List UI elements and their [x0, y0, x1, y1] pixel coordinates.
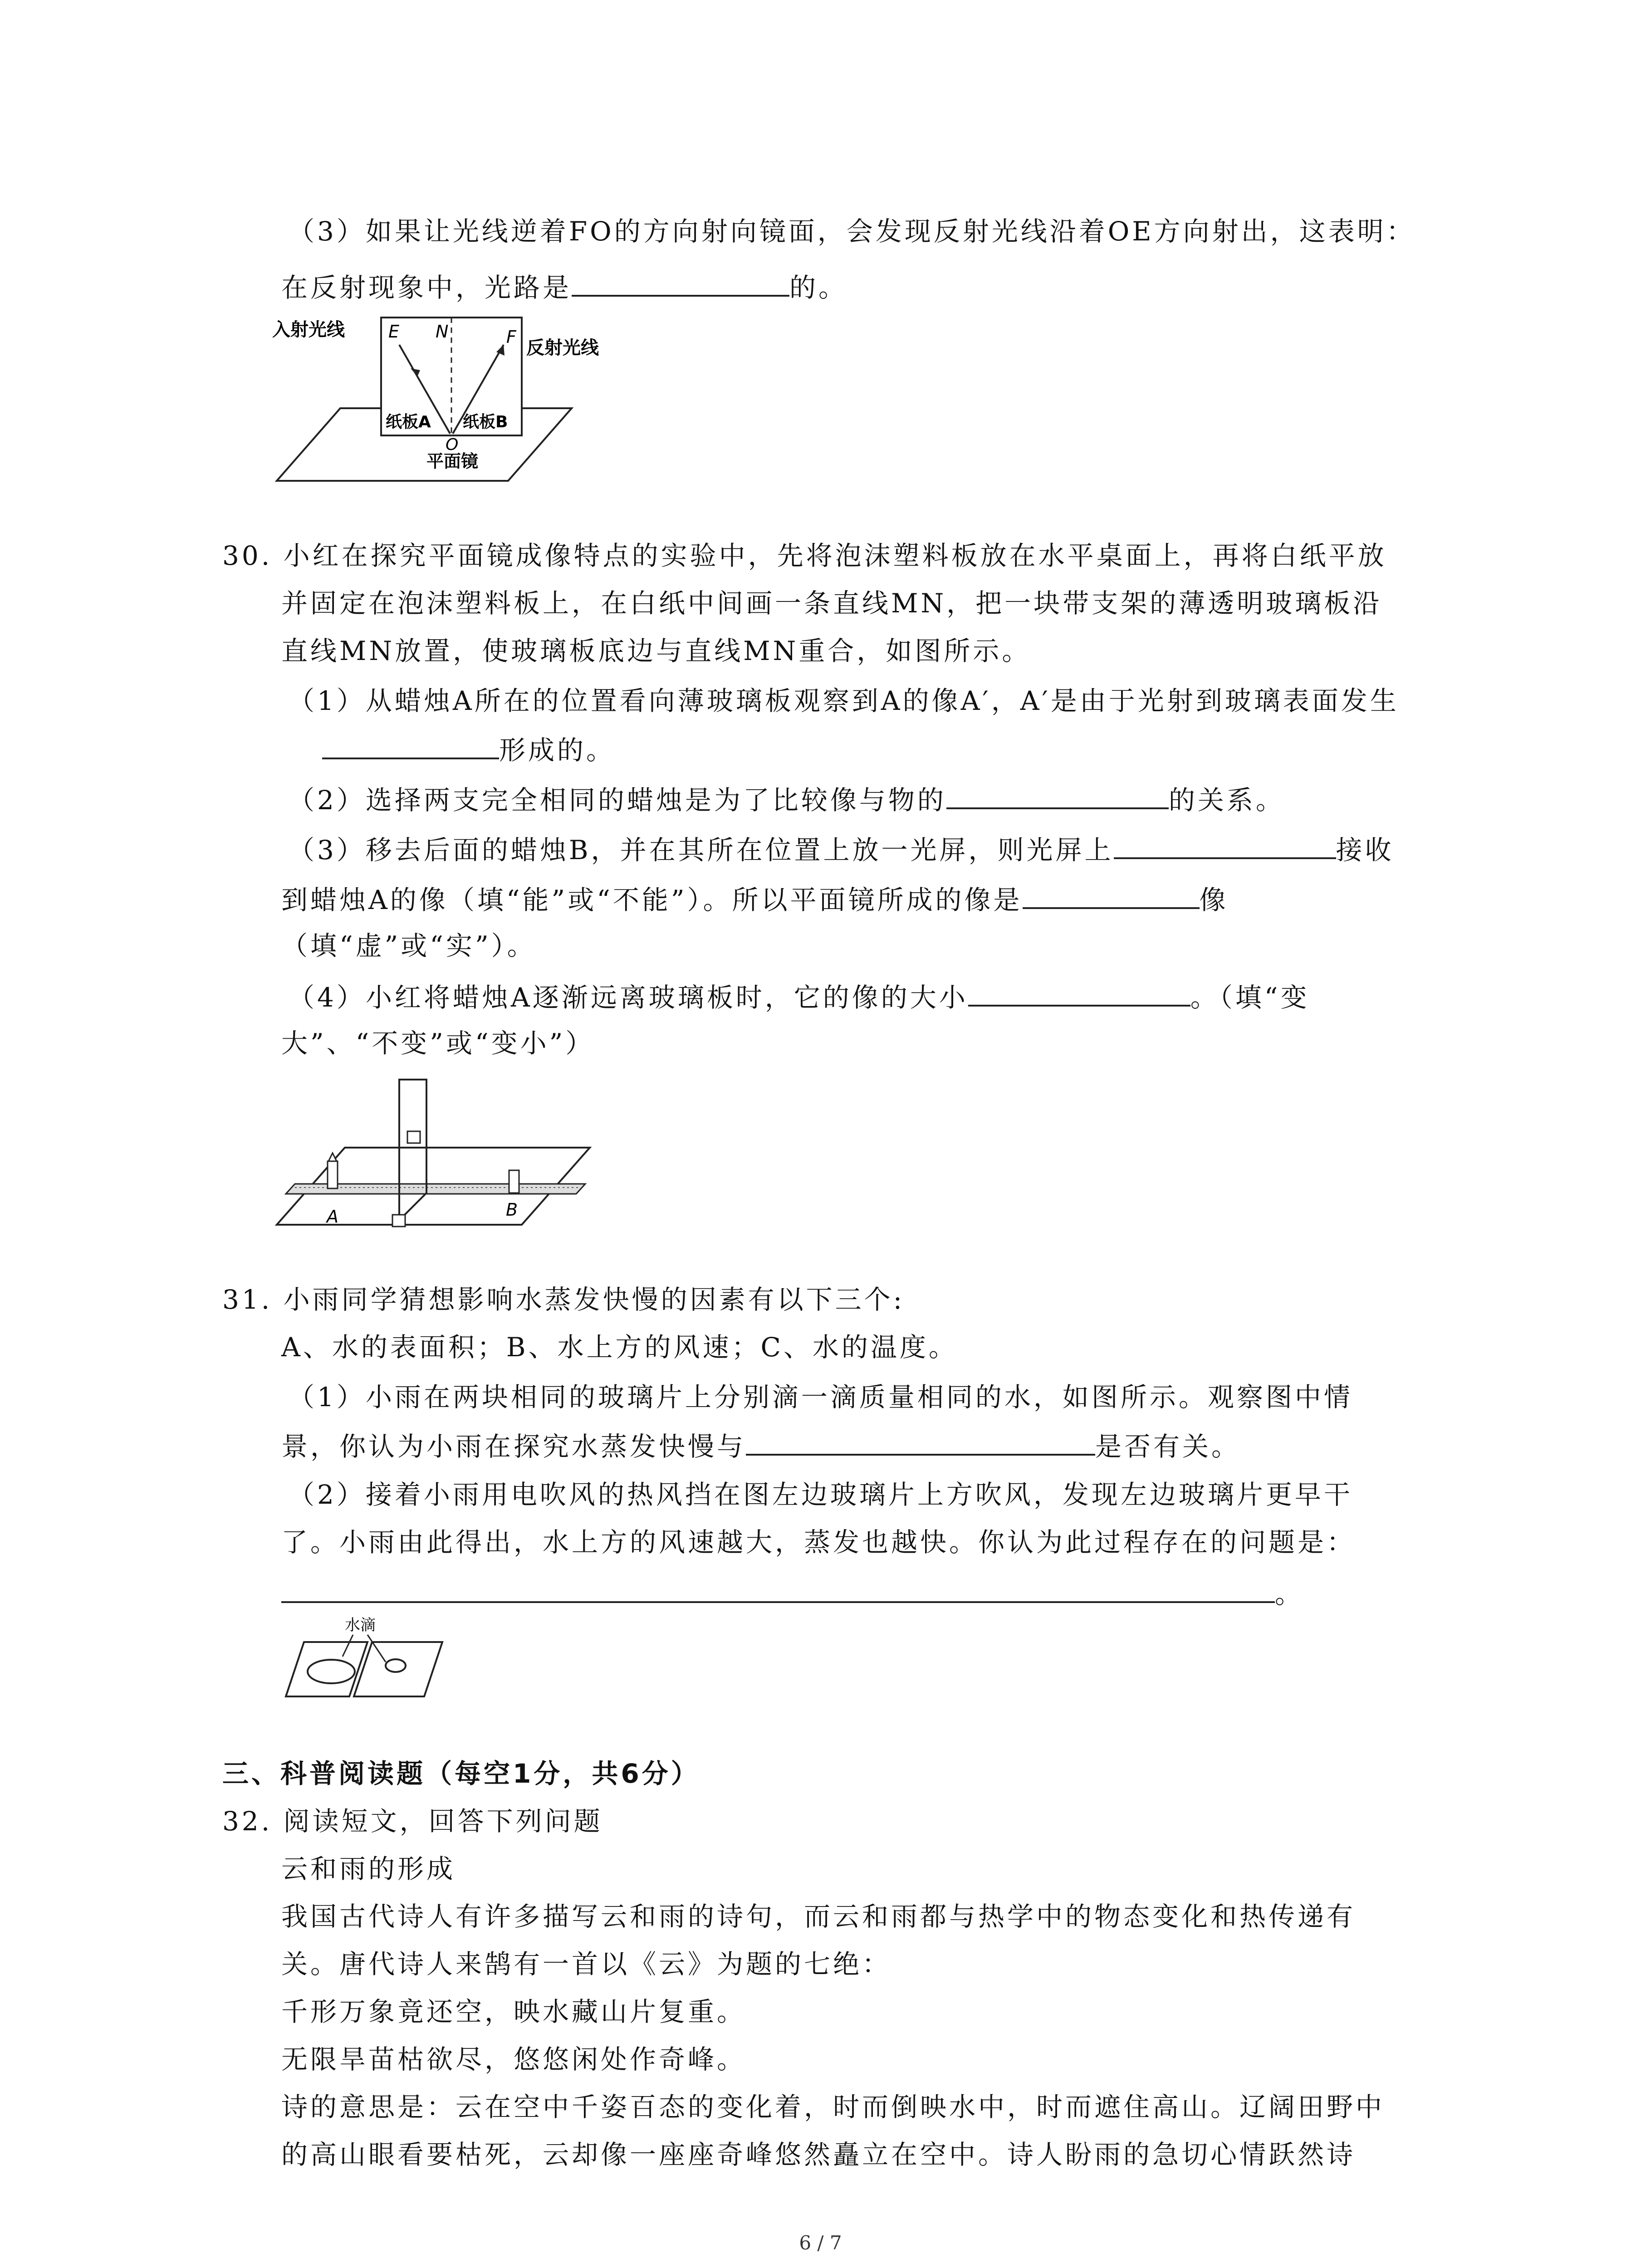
q30-part1-line1: （1）从蜡烛A所在的位置看向薄玻璃板观察到A的像A′，A′是由于光射到玻璃表面发生 [288, 685, 1399, 716]
q31-part1-line2 [281, 1427, 1240, 1465]
board-b-label: 纸板B [463, 413, 508, 431]
q30-part3-line2-before: 到蜡烛A的像（填“能”或“不能”）。所以平面镜所成的像是 [281, 885, 1023, 915]
page-number: 6 / 7 [799, 2232, 842, 2254]
answer-blank-q31-1[interactable] [746, 1427, 1095, 1456]
reflected-ray-label: 反射光线 [526, 337, 599, 358]
point-e-label: E [388, 322, 400, 342]
poem-line1: 千形万象竟还空，映水藏山片复重。 [281, 1996, 746, 2027]
q30-part3-line1 [288, 830, 1394, 868]
q32-para2-line2: 的高山眼看要枯死，云却像一座座奇峰悠然矗立在空中。诗人盼雨的急切心情跃然诗 [281, 2139, 1356, 2170]
answer-blank-q30-3a[interactable] [1114, 830, 1336, 859]
q30-part1-line2 [322, 730, 615, 768]
q31-part1-text-after: 是否有关。 [1095, 1431, 1241, 1462]
q32-title: 云和雨的形成 [281, 1853, 456, 1884]
q29-part3-text-after: 的。 [789, 272, 848, 303]
q30-line1: 30. 小红在探究平面镜成像特点的实验中，先将泡沫塑料板放在水平桌面上，再将白纸平放 [222, 540, 1387, 571]
water-drop-figure [277, 1615, 458, 1706]
water-drop-label: 水滴 [345, 1616, 376, 1634]
label-a: A [327, 1207, 338, 1227]
label-b: B [506, 1200, 518, 1220]
q31-part1-text-before: 景，你认为小雨在探究水蒸发快慢与 [281, 1431, 746, 1462]
q30-line2: 并固定在泡沫塑料板上，在白纸中间画一条直线MN，把一块带支架的薄透明玻璃板沿 [281, 588, 1382, 619]
q29-part3-line2 [281, 268, 847, 306]
q30-part3-line3: （填“虚”或“实”）。 [281, 930, 536, 961]
q32-para1-line2: 关。唐代诗人来鹄有一首以《云》为题的七绝： [281, 1949, 892, 1980]
q30-part3-line2-after: 像 [1199, 885, 1229, 915]
bracket-top [407, 1131, 420, 1143]
q30-part3-text-before: （3）移去后面的蜡烛B，并在其所在位置上放一光屏，则光屏上 [288, 835, 1114, 865]
q30-part2-line [288, 780, 1285, 818]
answer-blank-q29-3[interactable] [572, 268, 789, 297]
q30-part4-text-after: 。（填“变 [1190, 982, 1310, 1013]
glass-plate [399, 1080, 426, 1220]
candle-b [509, 1170, 519, 1193]
water-drop-large [308, 1660, 355, 1683]
answer-blank-q30-3b[interactable] [1023, 880, 1200, 909]
q32-line1: 32. 阅读短文，回答下列问题 [222, 1806, 603, 1837]
q29-part3-text-before: 在反射现象中，光路是 [281, 272, 572, 303]
q30-part3-text-after: 接收 [1336, 835, 1394, 865]
pointer-line-left [343, 1635, 353, 1657]
q32-para2-line1: 诗的意思是：云在空中千姿百态的变化着，时而倒映水中，时而遮住高山。辽阔田野中 [281, 2092, 1385, 2122]
q31-part2-line2: 了。小雨由此得出，水上方的风速越大，蒸发也越快。你认为此过程存在的问题是： [281, 1527, 1356, 1558]
q32-para1-line1: 我国古代诗人有许多描写云和雨的诗句，而云和雨都与热学中的物态变化和热传递有 [281, 1901, 1356, 1932]
q30-part4-text-before: （4）小红将蜡烛A逐渐远离玻璃板时，它的像的大小 [288, 982, 968, 1013]
q31-part1-line1: （1）小雨在两块相同的玻璃片上分别滴一滴质量相同的水，如图所示。观察图中情 [288, 1382, 1353, 1413]
q31-part2-line3 [281, 1574, 1304, 1612]
section3-heading: 三、科普阅读题（每空1分，共6分） [222, 1758, 700, 1789]
answer-blank-q30-4[interactable] [968, 978, 1190, 1007]
q30-part2-text-before: （2）选择两支完全相同的蜡烛是为了比较像与物的 [288, 785, 946, 816]
board-a-label: 纸板A [386, 413, 431, 431]
q30-part3-line2 [281, 880, 1229, 918]
incident-ray-label: 入射光线 [272, 319, 345, 340]
candle-a [328, 1161, 338, 1188]
q30-part2-text-after: 的关系。 [1168, 785, 1285, 816]
q30-line3: 直线MN放置，使玻璃板底边与直线MN重合，如图所示。 [281, 635, 1031, 666]
point-n-label: N [436, 322, 449, 342]
q30-part1-text-after: 形成的。 [499, 735, 616, 766]
reflection-figure [272, 308, 599, 499]
q29-part3-line1: （3）如果让光线逆着FO的方向射向镜面，会发现反射光线沿着OE方向射出，这表明： [288, 216, 1416, 247]
q31-line2: A、水的表面积；B、水上方的风速；C、水的温度。 [281, 1332, 958, 1363]
answer-blank-q30-2[interactable] [946, 780, 1169, 809]
glass-slide-right [354, 1642, 442, 1696]
answer-blank-q30-1[interactable] [322, 730, 499, 759]
point-o-label: O [446, 435, 459, 454]
poem-line2: 无限旱苗枯欲尽，悠悠闲处作奇峰。 [281, 2044, 746, 2075]
answer-blank-q31-2[interactable] [281, 1574, 1275, 1603]
q31-part2-text-after: 。 [1275, 1579, 1304, 1609]
q30-part4-line2: 大”、“不变”或“变小”） [281, 1028, 595, 1059]
q31-line1: 31. 小雨同学猜想影响水蒸发快慢的因素有以下三个: [222, 1284, 905, 1315]
point-f-label: F [506, 327, 516, 347]
water-drop-small [386, 1659, 406, 1672]
bracket-bottom [392, 1215, 405, 1227]
q31-part2-line1: （2）接着小雨用电吹风的热风挡在图左边玻璃片上方吹风，发现左边玻璃片更早干 [288, 1479, 1353, 1510]
mirror-label: 平面镜 [426, 451, 479, 471]
plane-mirror-figure [277, 1070, 594, 1243]
q30-part4-line1 [288, 978, 1309, 1016]
